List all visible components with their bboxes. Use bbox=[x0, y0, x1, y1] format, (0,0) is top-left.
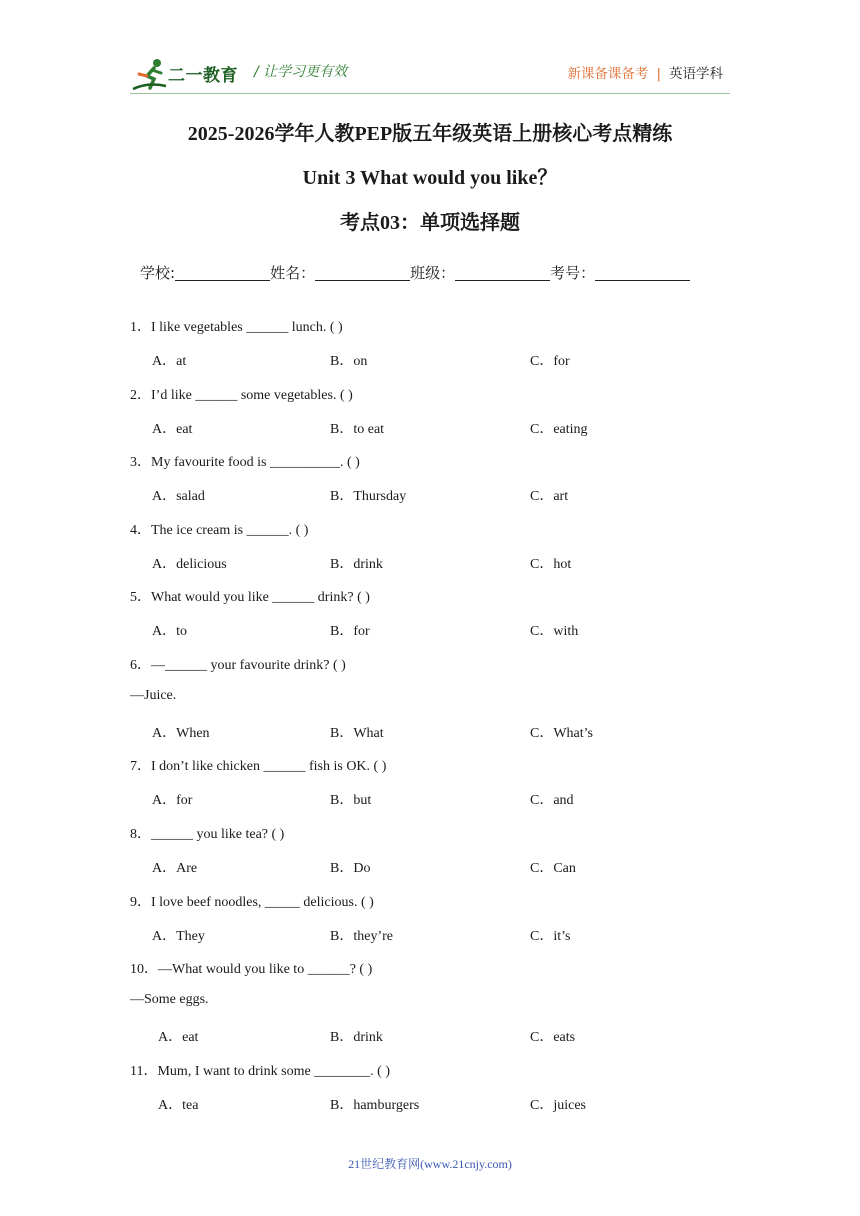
header-subject bbox=[567, 62, 723, 82]
section-title: 考点03：单项选择题 bbox=[340, 212, 520, 234]
option-a[interactable]: A．delicious bbox=[152, 557, 227, 572]
option-b[interactable]: B．Thursday bbox=[330, 489, 407, 504]
number-label: 考号： bbox=[550, 264, 596, 282]
main-title: 2025-2026学年人教PEP版五年级英语上册核心考点精练 bbox=[187, 123, 673, 145]
option-c[interactable]: C．Can bbox=[530, 861, 576, 876]
option-c[interactable]: C．juices bbox=[530, 1098, 586, 1113]
option-b[interactable]: B．but bbox=[330, 793, 372, 808]
option-a[interactable]: A．They bbox=[152, 929, 205, 944]
option-c[interactable]: C．What’s bbox=[530, 726, 593, 741]
name-blank[interactable] bbox=[315, 264, 410, 281]
option-a[interactable]: A．When bbox=[152, 726, 210, 741]
header-course-label: 新课备课备考 bbox=[567, 66, 649, 82]
question-stem: 7．I don’t like chicken ______ fish is OK. ( ) bbox=[130, 759, 387, 774]
option-b[interactable]: B．they’re bbox=[330, 929, 393, 944]
option-a[interactable]: A．eat bbox=[158, 1030, 199, 1045]
option-a[interactable]: A．for bbox=[152, 793, 193, 808]
class-blank[interactable] bbox=[455, 264, 550, 281]
question-response: —Juice. bbox=[130, 688, 177, 703]
option-c[interactable]: C．art bbox=[530, 489, 569, 504]
student-info-row bbox=[140, 262, 690, 283]
option-b[interactable]: B．What bbox=[330, 726, 384, 741]
question-stem: 2．I’d like ______ some vegetables. ( ) bbox=[130, 388, 353, 403]
question-stem: 10．—What would you like to ______? ( ) bbox=[130, 962, 373, 977]
header-subject-label: 英语学科 bbox=[669, 66, 723, 82]
question-stem: 11．Mum, I want to drink some ________. ( ) bbox=[130, 1064, 391, 1079]
option-c[interactable]: C．hot bbox=[530, 557, 572, 572]
page-header bbox=[0, 0, 860, 100]
header-divider bbox=[130, 93, 730, 94]
school-label: 学校: bbox=[140, 264, 176, 282]
page-footer[interactable]: 21世纪教育网(www.21cnjy.com) bbox=[348, 1157, 512, 1171]
option-c[interactable]: C．with bbox=[530, 624, 579, 639]
question-stem: 1．I like vegetables ______ lunch. ( ) bbox=[130, 320, 343, 335]
option-b[interactable]: B．drink bbox=[330, 1030, 383, 1045]
option-c[interactable]: C．eating bbox=[530, 422, 588, 437]
question-stem: 8．______ you like tea? ( ) bbox=[130, 827, 285, 842]
school-blank[interactable] bbox=[175, 264, 270, 281]
option-b[interactable]: B．to eat bbox=[330, 422, 385, 437]
option-b[interactable]: B．Do bbox=[330, 861, 371, 876]
question-stem: 4．The ice cream is ______. ( ) bbox=[130, 523, 309, 538]
question-stem: 6．—______ your favourite drink? ( ) bbox=[130, 658, 346, 673]
option-a[interactable]: A．eat bbox=[152, 422, 193, 437]
class-label: 班级： bbox=[410, 264, 456, 282]
option-c[interactable]: C．eats bbox=[530, 1030, 576, 1045]
question-stem: 3．My favourite food is __________. ( ) bbox=[130, 455, 360, 470]
option-c[interactable]: C．for bbox=[530, 354, 570, 369]
option-b[interactable]: B．for bbox=[330, 624, 370, 639]
option-b[interactable]: B．drink bbox=[330, 557, 383, 572]
option-b[interactable]: B．hamburgers bbox=[330, 1098, 420, 1113]
option-a[interactable]: A．salad bbox=[152, 489, 205, 504]
option-c[interactable]: C．and bbox=[530, 793, 574, 808]
option-c[interactable]: C．it’s bbox=[530, 929, 571, 944]
question-stem: 9．I love beef noodles, _____ delicious. ( ) bbox=[130, 895, 374, 910]
option-a[interactable]: A．tea bbox=[158, 1098, 199, 1113]
question-stem: 5．What would you like ______ drink? ( ) bbox=[130, 590, 370, 605]
logo-text: 二一教育 bbox=[168, 66, 238, 86]
running-figure-icon bbox=[130, 56, 170, 92]
option-a[interactable]: A．Are bbox=[152, 861, 198, 876]
option-b[interactable]: B．on bbox=[330, 354, 368, 369]
header-separator: | bbox=[656, 66, 661, 82]
header-slogan: / 让学习更有效 bbox=[254, 64, 348, 80]
option-a[interactable]: A．to bbox=[152, 624, 187, 639]
unit-title: Unit 3 What would you like？ bbox=[302, 167, 558, 189]
logo bbox=[130, 56, 245, 92]
question-response: —Some eggs. bbox=[130, 992, 209, 1007]
name-label: 姓名： bbox=[270, 264, 316, 282]
number-blank[interactable] bbox=[595, 264, 690, 281]
option-a[interactable]: A．at bbox=[152, 354, 187, 369]
